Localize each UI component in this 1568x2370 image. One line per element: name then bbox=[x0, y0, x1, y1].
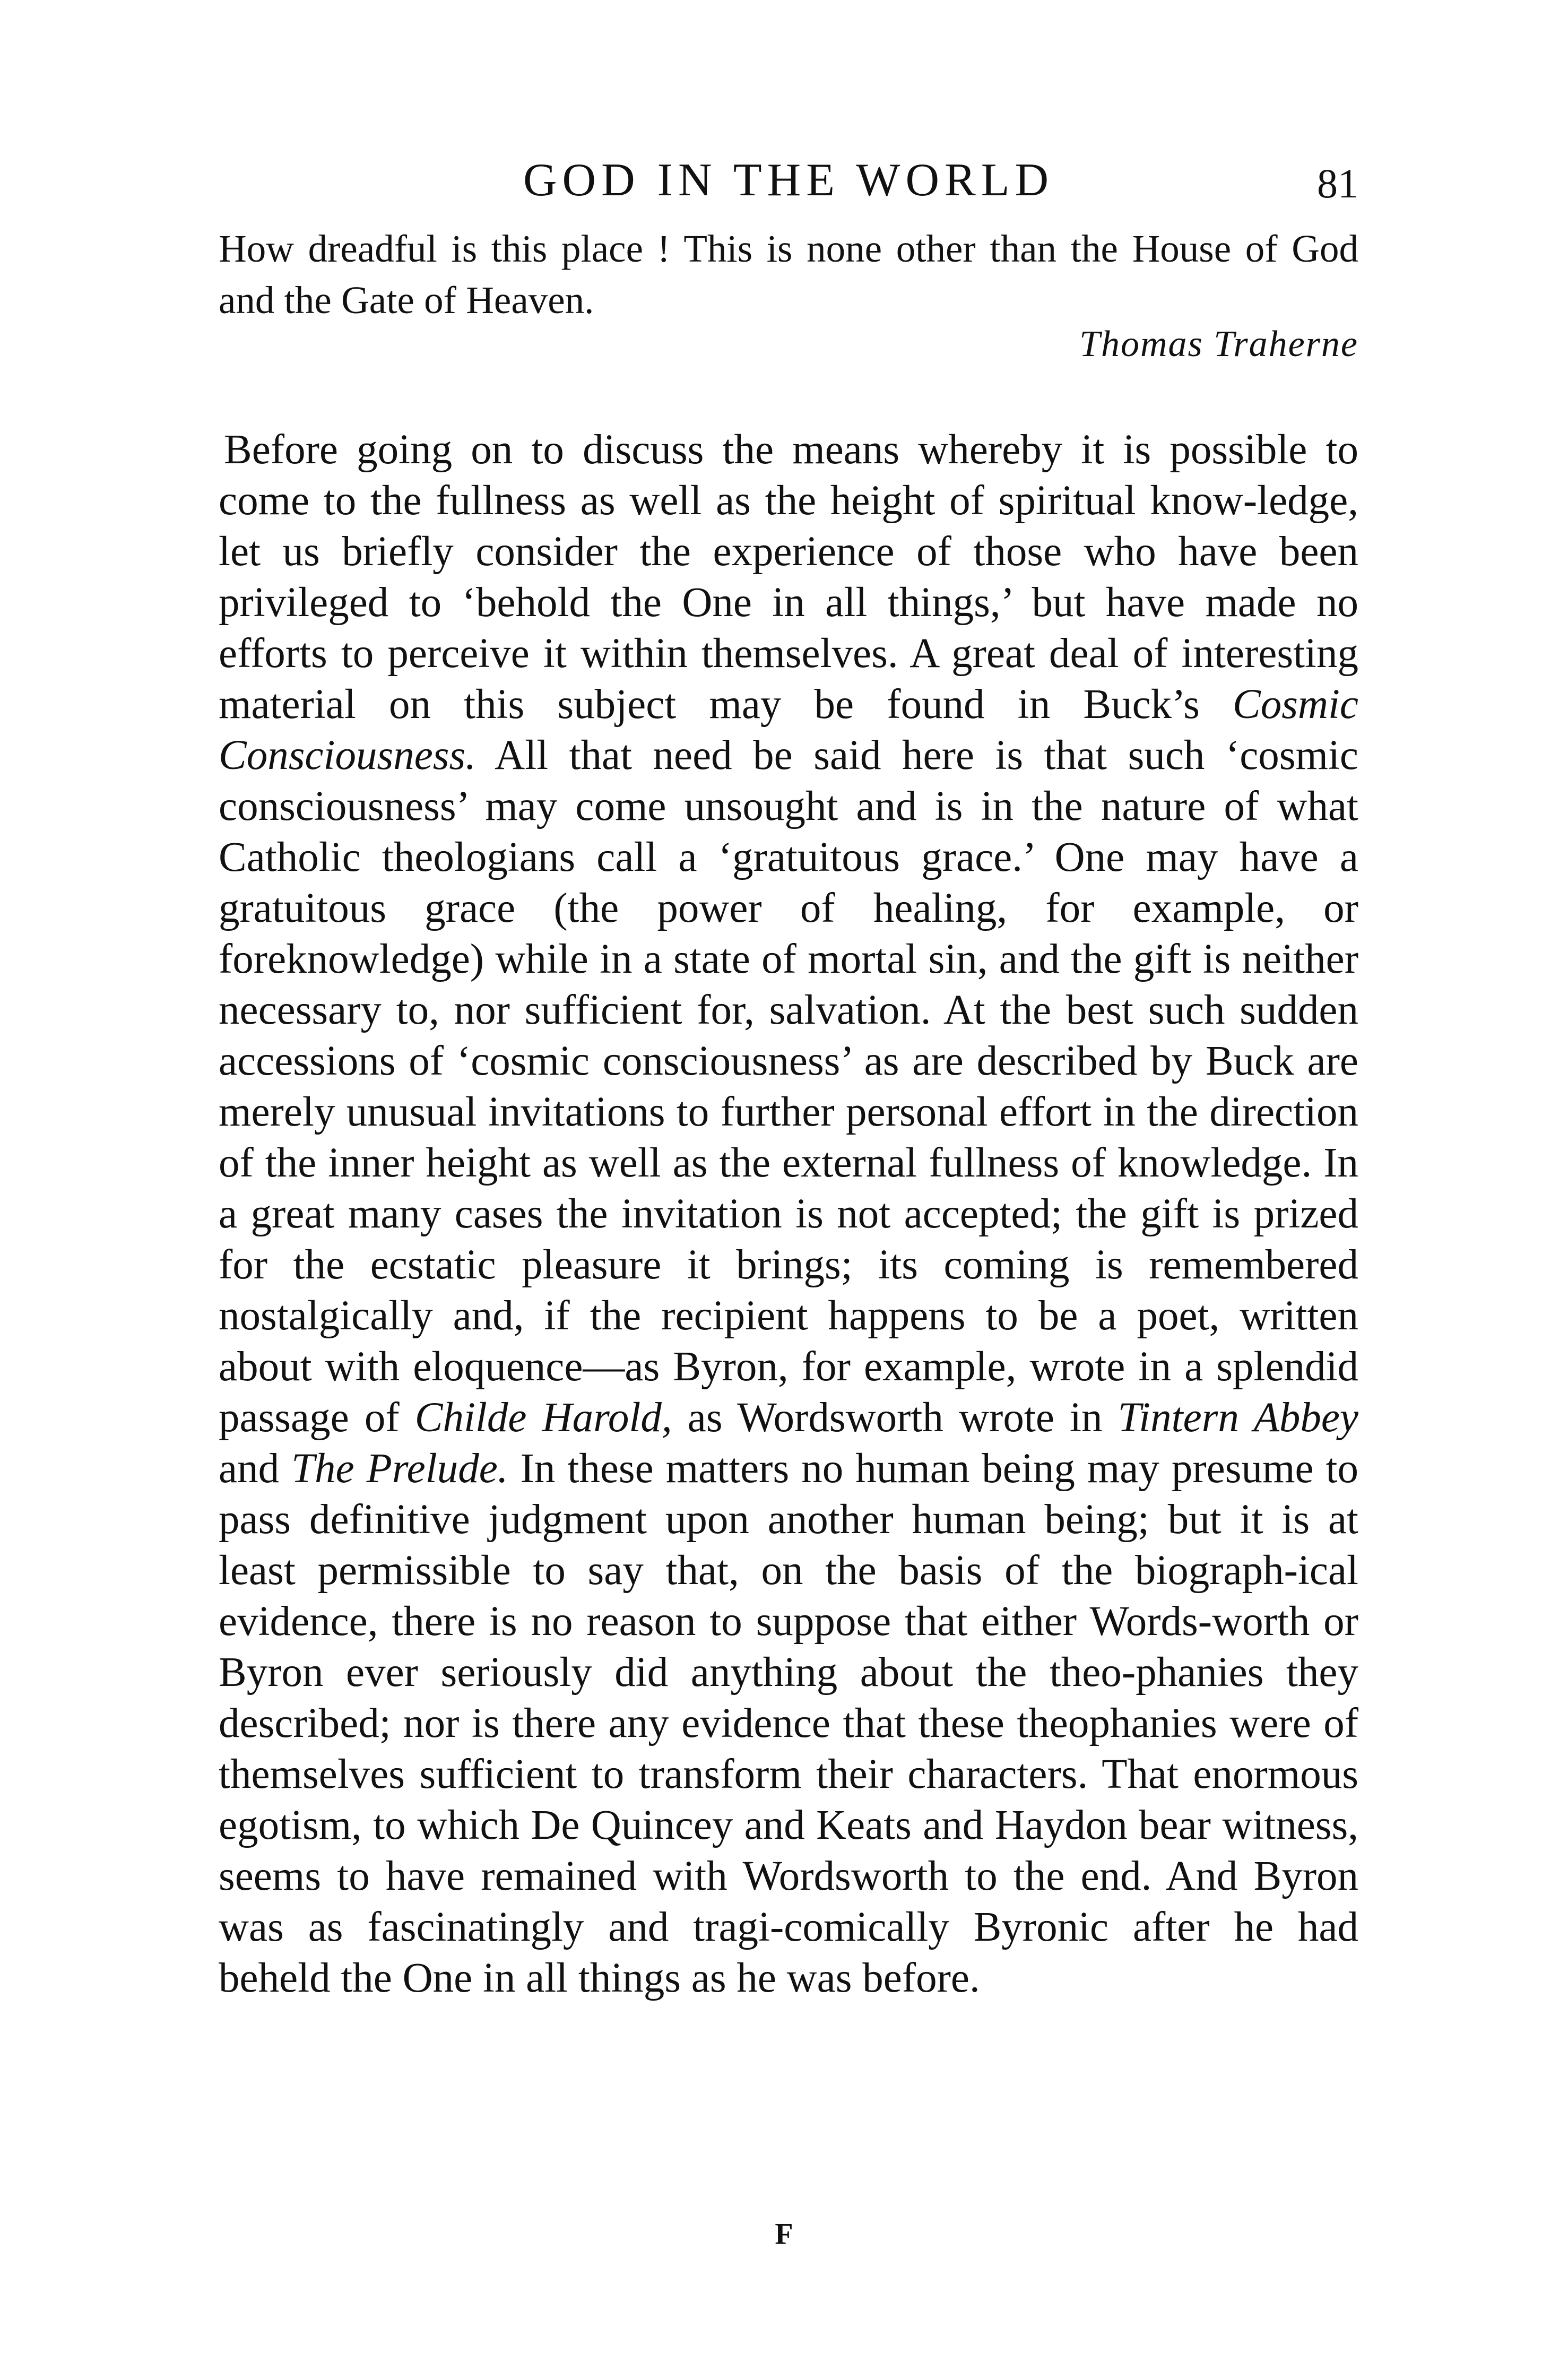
page-header bbox=[219, 151, 1358, 210]
body-text-segment: In these matters no human being may presume to pass definitive judgment upon another human being; but it is at least permissible to say that, on the basis of the biograph-ical evidence, there is no reason to suppose that either Words-worth or Byron ever seriously did anything about the theo-phanies they described; nor is there any evidence that these theophanies were of themselves sufficient to transform their characters. That enormous egotism, to which De Quincey and Keats and Haydon bear witness, seems to have remained with Wordsworth to the end. And Byron was as fascinatingly and tragi-comically Byronic after he had beheld the One in all things as he was before. bbox=[219, 1446, 1358, 2001]
body-text-segment: Before going on to discuss the means whereby it is possible to come to the fullness as well as the height of spiritual know-ledge, let us briefly consider the experience of those who have been privileged to ‘behold the One in all things,’ but have made no efforts to perceive it within themselves. A great deal of interesting material on this subject may be found in Buck’s bbox=[219, 427, 1358, 728]
epigraph-quote: How dreadful is this place ! This is none other than the House of God and the Gate of Heaven. bbox=[219, 227, 1358, 322]
epigraph-attribution: Thomas Traherne bbox=[1079, 324, 1358, 365]
poem-title-tintern-abbey: Tintern Abbey bbox=[1117, 1395, 1358, 1441]
body-text-segment: as Wordsworth wrote in bbox=[672, 1395, 1118, 1441]
poem-title-childe-harold: Childe Harold, bbox=[414, 1395, 672, 1441]
body-text-segment: All that need be said here is that such ‘cosmic consciousness’ may come unsought and is in the nature of what Catholic theologians call a ‘gratuitous grace.’ One may have a gratuitous grace (the power of healing, for example, or foreknowledge) while in a state of mortal sin, and the gift is neither necessary to, nor sufficient for, salvation. At the best such sudden accessions of ‘cosmic consciousness’ as are described by Buck are merely unusual invitations to further personal effort in the direction of the inner height as well as the external fullness of knowledge. In a great many cases the invitation is not accepted; the gift is prized for the ecstatic pleasure it brings; its coming is remembered nostalgically and, if the recipient happens to be a poet, written about with eloquence—as Byron, for example, wrote in a splendid passage of bbox=[219, 732, 1358, 1441]
body-text-segment: and bbox=[219, 1446, 292, 1492]
signature-mark: F bbox=[775, 2218, 793, 2251]
page-number: 81 bbox=[1317, 160, 1358, 206]
body-paragraph bbox=[219, 425, 1358, 2004]
book-title-cosmic-consciousness: Cosmic Consciousness. bbox=[219, 681, 1358, 779]
poem-title-the-prelude: The Prelude. bbox=[291, 1446, 508, 1492]
running-title: GOD IN THE WORLD bbox=[523, 154, 1054, 206]
